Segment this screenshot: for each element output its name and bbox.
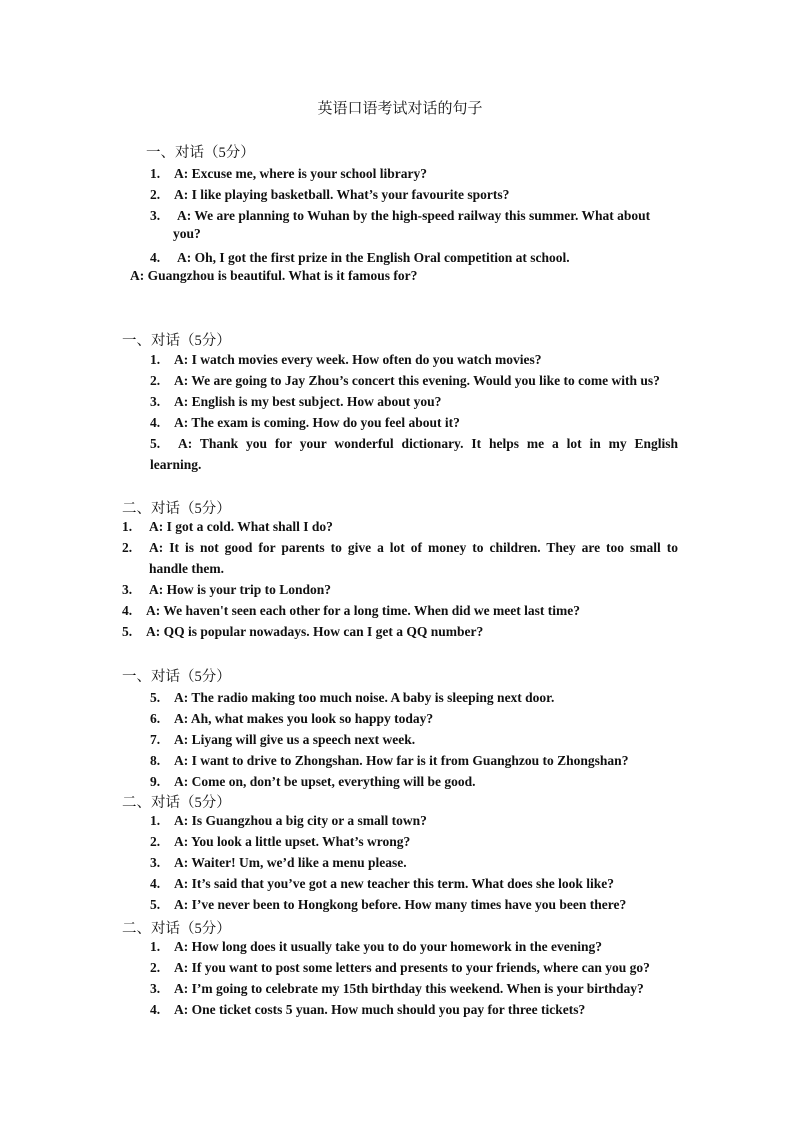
list-item: 1. A: Is Guangzhou a big city or a small town? <box>150 813 427 828</box>
list-item: 5. A: The radio making too much noise. A baby is sleeping next door. <box>150 690 555 705</box>
list-item: 5. A: Thank you for your wonderful dictionary. It helps me a lot in my English <box>150 436 678 451</box>
section-heading: 二、对话（5分） <box>122 921 231 937</box>
section-heading: 二、对话（5分） <box>122 501 231 517</box>
list-item: 4. A: It’s said that you’ve got a new teacher this term. What does she look like? <box>150 876 614 891</box>
list-item: 3. A: We are planning to Wuhan by the high-speed railway this summer. What about <box>150 208 651 223</box>
list-item: 4. A: The exam is coming. How do you feel about it? <box>150 415 460 430</box>
list-item: 3. A: English is my best subject. How about you? <box>150 394 442 409</box>
list-item: 2. A: You look a little upset. What’s wrong? <box>150 834 411 849</box>
list-item: 5. A: QQ is popular nowadays. How can I get a QQ number? <box>122 624 484 639</box>
list-item-continuation: learning. <box>150 457 202 472</box>
extra-line: A: Guangzhou is beautiful. What is it famous for? <box>130 268 418 283</box>
list-item: 2. A: I like playing basketball. What’s your favourite sports? <box>150 187 510 202</box>
section-heading: 二、对话（5分） <box>122 795 231 811</box>
list-item: 2. A: It is not good for parents to give a lot of money to children. They are too small to <box>122 540 678 555</box>
list-item: 9. A: Come on, don’t be upset, everything will be good. <box>150 774 476 789</box>
list-item: 1. A: Excuse me, where is your school library? <box>150 166 427 181</box>
list-item: 1. A: I got a cold. What shall I do? <box>122 519 333 534</box>
list-item: 8. A: I want to drive to Zhongshan. How far is it from Guanghzou to Zhongshan? <box>150 753 629 768</box>
list-item: 1. A: How long does it usually take you to do your homework in the evening? <box>150 939 603 954</box>
list-item: 3. A: Waiter! Um, we’d like a menu please. <box>150 855 407 870</box>
list-item: 4. A: One ticket costs 5 yuan. How much should you pay for three tickets? <box>150 1002 586 1017</box>
section-heading: 一、对话（5分） <box>122 669 231 685</box>
list-item: 5. A: I’ve never been to Hongkong before. How many times have you been there? <box>150 897 627 912</box>
list-item: 7. A: Liyang will give us a speech next week. <box>150 732 416 747</box>
list-item: 4. A: We haven't seen each other for a long time. When did we meet last time? <box>122 603 580 618</box>
list-item-continuation: handle them. <box>149 561 225 576</box>
list-item: 3. A: I’m going to celebrate my 15th birthday this weekend. When is your birthday? <box>150 981 644 996</box>
document-title: 英语口语考试对话的句子 <box>317 101 483 117</box>
list-item: 2. A: If you want to post some letters and presents to your friends, where can you go? <box>150 960 650 975</box>
list-item: 1. A: I watch movies every week. How often do you watch movies? <box>150 352 542 367</box>
list-item: 6. A: Ah, what makes you look so happy today? <box>150 711 434 726</box>
section-heading: 一、对话（5分） <box>122 333 231 349</box>
list-item-continuation: you? <box>173 226 201 241</box>
section-heading: 一、对话（5分） <box>146 145 255 161</box>
list-item: 3. A: How is your trip to London? <box>122 582 332 597</box>
list-item: 4. A: Oh, I got the first prize in the English Oral competition at school. <box>150 250 570 265</box>
list-item: 2. A: We are going to Jay Zhou’s concert this evening. Would you like to come with us? <box>150 373 660 388</box>
